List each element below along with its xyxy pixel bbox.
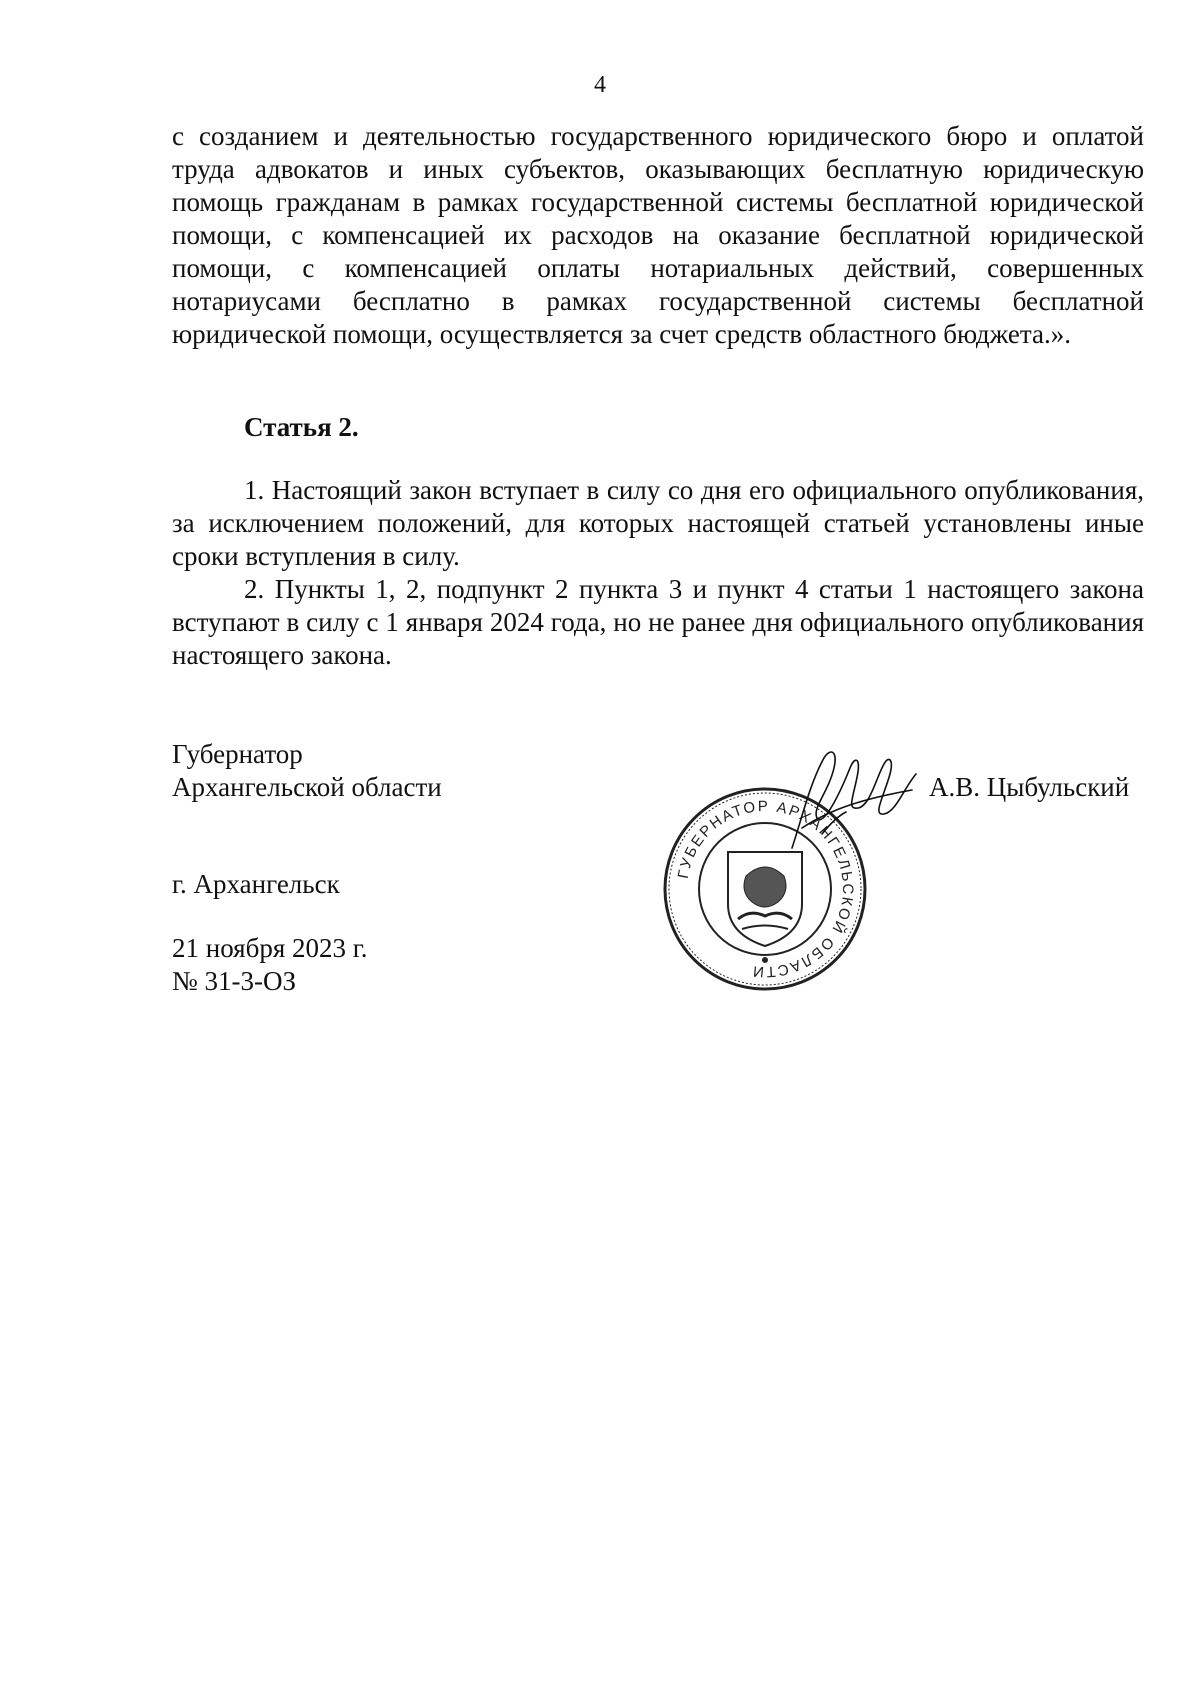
place-of-signing: г. Архангельск — [172, 869, 340, 899]
handwritten-signature — [772, 738, 942, 858]
seal-text: ГУБЕРНАТОР АРХАНГЕЛЬСКОЙ ОБЛАСТИ — [674, 797, 857, 981]
article-paragraph-1: 1. Настоящий закон вступает в силу со дня его официального опубликования, за исключением положений, для которых настоящей статьей установлены иные сроки вступления в силу. — [172, 475, 1144, 571]
coat-of-arms-icon — [728, 852, 802, 962]
intro-paragraph: с созданием и деятельностью государственного юридического бюро и оплатой труда адвокатов и иных субъектов, оказывающих бесплатную юридическую помощь гражданам в рамках государственной системы бесплатной юридической помощи, с компенсацией их расходов на оказание бесплатной юридической помощи, с компенсацией оплаты нотариальных действий, совершенных нотариусами бесплатно в рамках государственной системы бесплатной юридической помощи, осуществляется за счет средств областного бюджета.». — [172, 121, 1144, 349]
article-body — [172, 474, 1144, 672]
date-block — [172, 932, 368, 998]
article-heading: Статья 2. — [244, 412, 359, 442]
page-number: 4 — [594, 72, 606, 98]
signer-name: А.В. Цыбульский — [929, 772, 1130, 802]
signer-position-line-1: Губернатор — [172, 739, 303, 769]
law-number: № 31-3-ОЗ — [172, 966, 297, 996]
signer-position-line-2: Архангельской области — [172, 772, 442, 802]
signing-date: 21 ноября 2023 г. — [172, 933, 368, 963]
signer-position — [172, 738, 442, 804]
article-paragraph-2: 2. Пункты 1, 2, подпункт 2 пункта 3 и пункт 4 статьи 1 настоящего закона вступают в силу с 1 января 2024 года, но не ранее дня официального опубликования настоящего закона. — [172, 574, 1144, 670]
